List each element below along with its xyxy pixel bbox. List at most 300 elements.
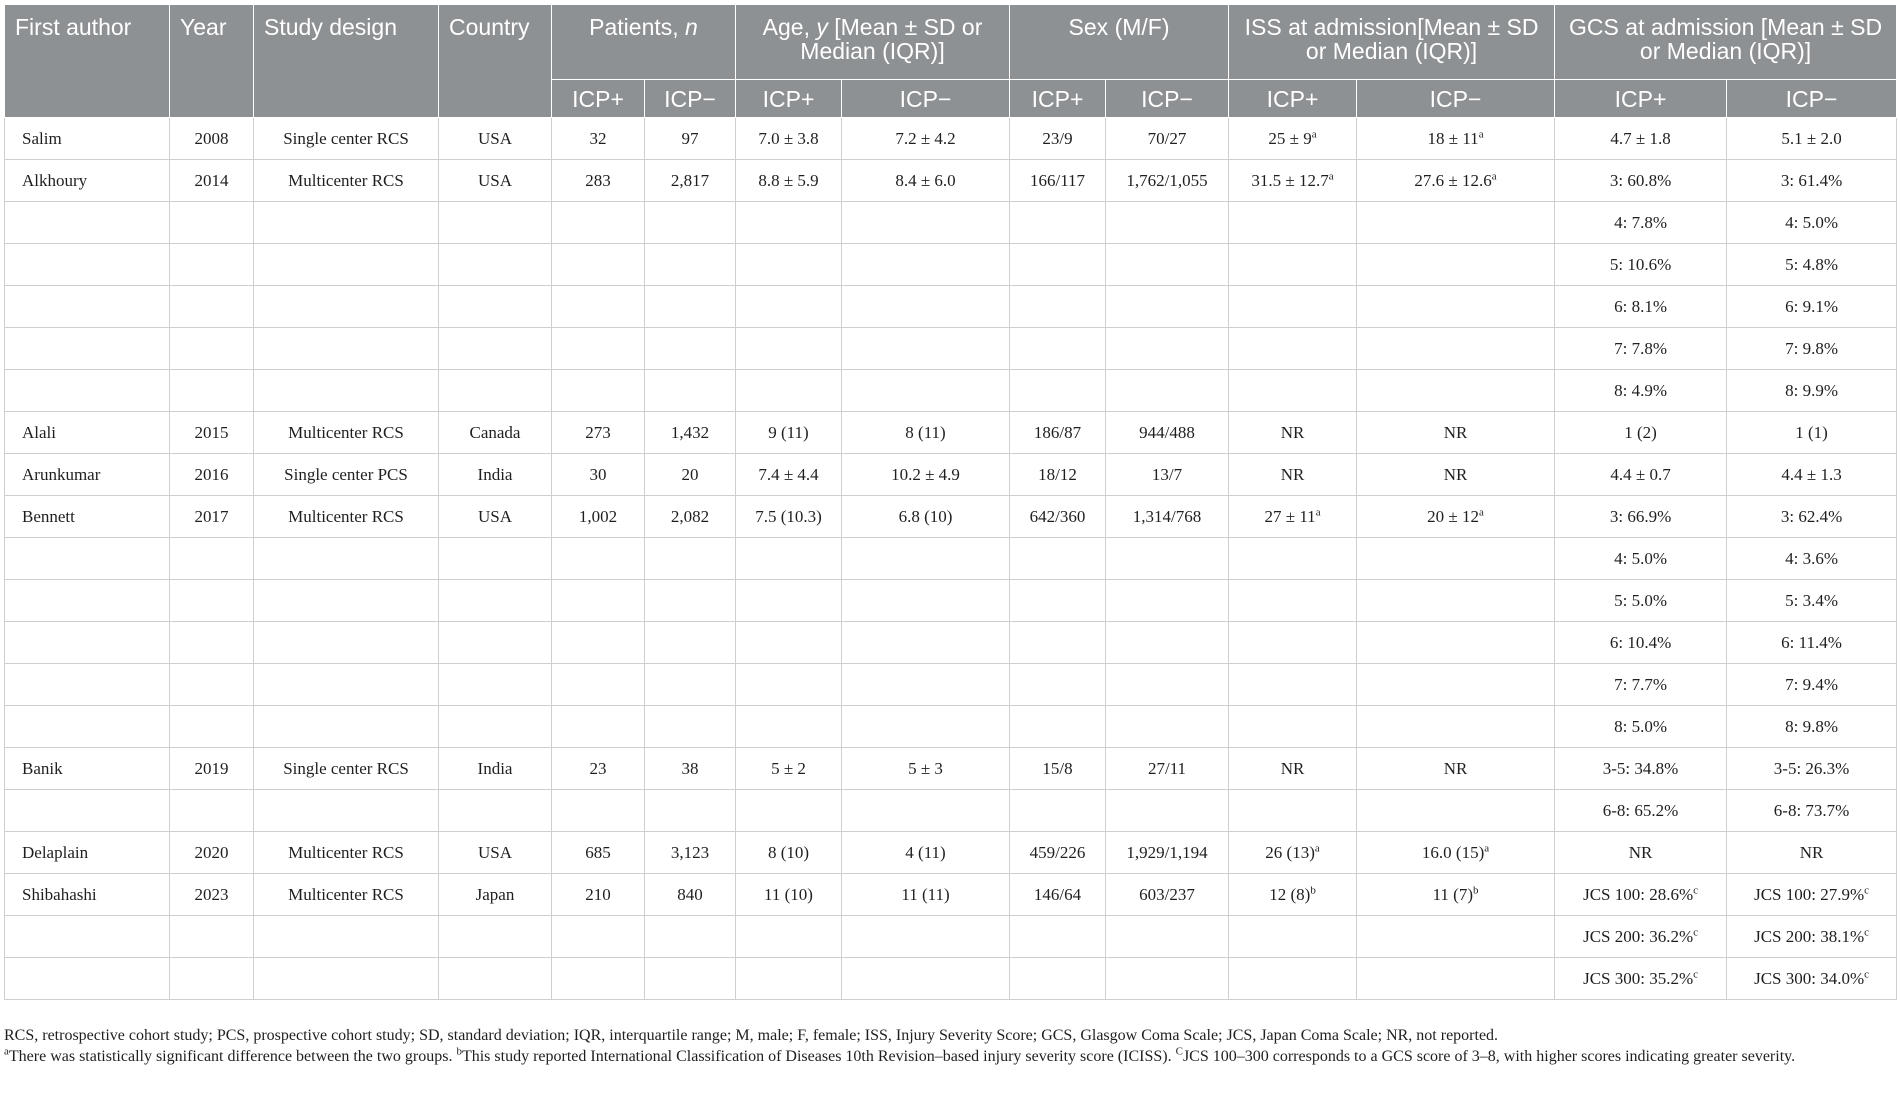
cell-iss-icp-neg-footnote-mark: a bbox=[1484, 841, 1490, 854]
cell-year bbox=[170, 412, 254, 454]
cell-age-icp-neg bbox=[842, 370, 1010, 412]
header-year: Year bbox=[170, 5, 254, 118]
cell-country bbox=[439, 118, 552, 160]
cell-iss-icp-neg bbox=[1357, 244, 1555, 286]
cell-author-value: Salim bbox=[22, 128, 62, 148]
cell-gcs-icp-neg-value: 6: 9.1% bbox=[1785, 296, 1838, 316]
cell-author bbox=[5, 748, 170, 790]
footnote-a-mark: a bbox=[4, 1045, 9, 1058]
cell-patients-icp-pos-value: 1,002 bbox=[578, 506, 618, 526]
table-row bbox=[5, 454, 1897, 496]
cell-age-icp-neg-value: 5 ± 3 bbox=[908, 758, 943, 778]
cell-year-value: 2017 bbox=[194, 506, 229, 526]
cell-patients-icp-neg bbox=[645, 370, 736, 412]
cell-country bbox=[439, 790, 552, 832]
cell-iss-icp-neg-footnote-mark: b bbox=[1473, 883, 1479, 896]
cell-patients-icp-neg-value: 38 bbox=[681, 758, 699, 778]
cell-patients-icp-pos bbox=[552, 622, 645, 664]
cell-country bbox=[439, 328, 552, 370]
cell-patients-icp-pos-value: 283 bbox=[585, 170, 611, 190]
cell-country-value: Canada bbox=[469, 422, 521, 442]
cell-gcs-icp-neg-footnote-mark: c bbox=[1864, 883, 1870, 896]
cell-iss-icp-neg bbox=[1357, 202, 1555, 244]
cell-patients-icp-neg bbox=[645, 412, 736, 454]
header-age-stat: [Mean ± SD or Median (IQR)] bbox=[800, 14, 983, 64]
cell-patients-icp-pos bbox=[552, 370, 645, 412]
cell-year bbox=[170, 622, 254, 664]
cell-sex-icp-neg bbox=[1106, 916, 1229, 958]
cell-iss-icp-pos-value: NR bbox=[1280, 464, 1305, 484]
cell-sex-icp-pos bbox=[1010, 958, 1106, 1000]
cell-iss-icp-pos-footnote-mark: a bbox=[1315, 505, 1321, 518]
cell-gcs-icp-neg bbox=[1727, 328, 1897, 370]
cell-country-value: USA bbox=[477, 170, 512, 190]
cell-sex-icp-neg-value: 70/27 bbox=[1147, 128, 1187, 148]
cell-iss-icp-pos bbox=[1229, 286, 1357, 328]
table-row bbox=[5, 832, 1897, 874]
table-row bbox=[5, 580, 1897, 622]
cell-sex-icp-neg bbox=[1106, 454, 1229, 496]
cell-patients-icp-pos-value: 210 bbox=[585, 884, 611, 904]
cell-patients-icp-neg-value: 1,432 bbox=[670, 422, 710, 442]
cell-study-design bbox=[254, 244, 439, 286]
cell-gcs-icp-neg bbox=[1727, 454, 1897, 496]
cell-gcs-icp-pos bbox=[1555, 454, 1727, 496]
cell-iss-icp-neg-value: NR bbox=[1443, 422, 1468, 442]
cell-age-icp-pos bbox=[736, 874, 842, 916]
cell-author-value: Alali bbox=[22, 422, 56, 442]
cell-sex-icp-pos bbox=[1010, 790, 1106, 832]
cell-sex-icp-neg bbox=[1106, 160, 1229, 202]
cell-gcs-icp-pos bbox=[1555, 244, 1727, 286]
cell-gcs-icp-pos-footnote-mark: c bbox=[1693, 967, 1699, 980]
cell-age-icp-neg bbox=[842, 748, 1010, 790]
cell-year bbox=[170, 454, 254, 496]
cell-patients-icp-neg bbox=[645, 328, 736, 370]
cell-patients-icp-neg bbox=[645, 244, 736, 286]
cell-author-value: Arunkumar bbox=[22, 464, 101, 484]
cell-age-icp-neg bbox=[842, 202, 1010, 244]
cell-patients-icp-neg-value: 2,082 bbox=[670, 506, 710, 526]
cell-iss-icp-pos-value: 25 ± 9 bbox=[1268, 128, 1312, 148]
cell-gcs-icp-pos bbox=[1555, 664, 1727, 706]
cell-gcs-icp-pos bbox=[1555, 202, 1727, 244]
cell-gcs-icp-pos bbox=[1555, 412, 1727, 454]
cell-study-design bbox=[254, 706, 439, 748]
cell-iss-icp-neg bbox=[1357, 790, 1555, 832]
cell-iss-icp-pos bbox=[1229, 496, 1357, 538]
cell-author-value: Bennett bbox=[22, 506, 75, 526]
cell-iss-icp-pos bbox=[1229, 370, 1357, 412]
cell-country bbox=[439, 874, 552, 916]
table-header bbox=[5, 5, 1897, 118]
cell-iss-icp-pos bbox=[1229, 664, 1357, 706]
cell-gcs-icp-neg bbox=[1727, 286, 1897, 328]
cell-iss-icp-pos bbox=[1229, 328, 1357, 370]
cell-study-design bbox=[254, 370, 439, 412]
table-row bbox=[5, 328, 1897, 370]
cell-patients-icp-pos bbox=[552, 160, 645, 202]
table-container bbox=[4, 4, 1896, 1000]
cell-gcs-icp-neg bbox=[1727, 958, 1897, 1000]
cell-gcs-icp-neg-value: 5.1 ± 2.0 bbox=[1781, 128, 1842, 148]
cell-patients-icp-pos bbox=[552, 244, 645, 286]
cell-sex-icp-neg bbox=[1106, 748, 1229, 790]
cell-country bbox=[439, 664, 552, 706]
cell-gcs-icp-pos-value: 6: 10.4% bbox=[1609, 632, 1672, 652]
cell-sex-icp-pos bbox=[1010, 916, 1106, 958]
cell-iss-icp-neg bbox=[1357, 286, 1555, 328]
cell-year-value: 2015 bbox=[194, 422, 229, 442]
cell-gcs-icp-neg bbox=[1727, 370, 1897, 412]
cell-gcs-icp-neg bbox=[1727, 496, 1897, 538]
cell-patients-icp-pos bbox=[552, 706, 645, 748]
cell-study-design bbox=[254, 454, 439, 496]
cell-gcs-icp-neg-value: 6: 11.4% bbox=[1781, 632, 1842, 652]
cell-age-icp-neg bbox=[842, 244, 1010, 286]
cell-author bbox=[5, 286, 170, 328]
cell-author bbox=[5, 832, 170, 874]
cell-patients-icp-pos bbox=[552, 538, 645, 580]
cell-author bbox=[5, 412, 170, 454]
cell-iss-icp-pos bbox=[1229, 832, 1357, 874]
cell-sex-icp-pos-value: 146/64 bbox=[1033, 884, 1082, 904]
cell-gcs-icp-pos bbox=[1555, 874, 1727, 916]
cell-study-design-value: Single center RCS bbox=[283, 758, 409, 778]
table-row bbox=[5, 160, 1897, 202]
cell-gcs-icp-pos-value: NR bbox=[1628, 842, 1653, 862]
cell-country bbox=[439, 958, 552, 1000]
cell-sex-icp-neg-value: 603/237 bbox=[1139, 884, 1195, 904]
cell-gcs-icp-neg bbox=[1727, 832, 1897, 874]
cell-author bbox=[5, 118, 170, 160]
cell-iss-icp-pos bbox=[1229, 412, 1357, 454]
cell-country bbox=[439, 832, 552, 874]
cell-age-icp-neg bbox=[842, 622, 1010, 664]
cell-year-value: 2019 bbox=[194, 758, 229, 778]
cell-age-icp-neg bbox=[842, 664, 1010, 706]
cell-gcs-icp-neg-value: 6-8: 73.7% bbox=[1773, 800, 1850, 820]
cell-gcs-icp-pos-value: JCS 200: 36.2% bbox=[1583, 926, 1694, 946]
cell-country bbox=[439, 160, 552, 202]
cell-patients-icp-neg bbox=[645, 832, 736, 874]
footnote-abbreviations: RCS, retrospective cohort study; PCS, prospective cohort study; SD, standard deviation; IQR, interquartile range; M, male; F, female; ISS, Injury Severity Score; GCS, Glasgow Coma Scale; JCS, Japan Coma Scale; NR, not reported. bbox=[4, 1027, 1499, 1044]
cell-study-design-value: Multicenter RCS bbox=[288, 884, 404, 904]
cell-sex-icp-neg bbox=[1106, 538, 1229, 580]
cell-patients-icp-neg bbox=[645, 874, 736, 916]
cell-sex-icp-neg bbox=[1106, 370, 1229, 412]
header-first-author: First author bbox=[5, 5, 170, 118]
cell-study-design bbox=[254, 412, 439, 454]
cell-gcs-icp-pos-value: 6-8: 65.2% bbox=[1602, 800, 1679, 820]
cell-country bbox=[439, 538, 552, 580]
table-row bbox=[5, 496, 1897, 538]
cell-year-value: 2016 bbox=[194, 464, 229, 484]
cell-gcs-icp-pos-value: 7: 7.7% bbox=[1614, 674, 1667, 694]
cell-author bbox=[5, 328, 170, 370]
cell-study-design-value: Multicenter RCS bbox=[288, 842, 404, 862]
cell-age-icp-neg bbox=[842, 160, 1010, 202]
cell-sex-icp-pos bbox=[1010, 538, 1106, 580]
cell-sex-icp-pos bbox=[1010, 412, 1106, 454]
table-footnotes bbox=[4, 1025, 1896, 1067]
cell-age-icp-neg bbox=[842, 496, 1010, 538]
cell-country bbox=[439, 412, 552, 454]
cell-author bbox=[5, 958, 170, 1000]
cell-patients-icp-pos bbox=[552, 790, 645, 832]
cell-sex-icp-pos bbox=[1010, 370, 1106, 412]
table-body bbox=[5, 118, 1897, 1000]
cell-age-icp-pos bbox=[736, 706, 842, 748]
cell-age-icp-pos bbox=[736, 370, 842, 412]
cell-iss-icp-pos bbox=[1229, 622, 1357, 664]
cell-sex-icp-pos bbox=[1010, 118, 1106, 160]
cell-iss-icp-neg bbox=[1357, 118, 1555, 160]
cell-patients-icp-pos bbox=[552, 748, 645, 790]
cell-sex-icp-neg bbox=[1106, 286, 1229, 328]
cell-age-icp-pos bbox=[736, 664, 842, 706]
cell-sex-icp-neg bbox=[1106, 412, 1229, 454]
cell-year-value: 2014 bbox=[194, 170, 229, 190]
cell-gcs-icp-neg-value: 7: 9.8% bbox=[1785, 338, 1838, 358]
cell-gcs-icp-pos bbox=[1555, 832, 1727, 874]
cell-iss-icp-neg bbox=[1357, 412, 1555, 454]
cell-country bbox=[439, 580, 552, 622]
footnote-a-text: There was statistically significant difference between the two groups. bbox=[8, 1048, 457, 1065]
cell-author bbox=[5, 244, 170, 286]
cell-study-design bbox=[254, 580, 439, 622]
cell-patients-icp-pos bbox=[552, 412, 645, 454]
cell-study-design-value: Multicenter RCS bbox=[288, 170, 404, 190]
cell-sex-icp-pos bbox=[1010, 496, 1106, 538]
cell-gcs-icp-neg bbox=[1727, 538, 1897, 580]
cell-sex-icp-neg bbox=[1106, 118, 1229, 160]
cell-study-design bbox=[254, 958, 439, 1000]
cell-age-icp-pos bbox=[736, 286, 842, 328]
subheader-iss-icp-pos: ICP+ bbox=[1229, 80, 1357, 118]
cell-gcs-icp-pos bbox=[1555, 118, 1727, 160]
subheader-sex-icp-pos: ICP+ bbox=[1010, 80, 1106, 118]
header-age-label: Age, bbox=[762, 14, 817, 40]
cell-year bbox=[170, 538, 254, 580]
cell-sex-icp-neg bbox=[1106, 496, 1229, 538]
cell-patients-icp-pos bbox=[552, 832, 645, 874]
cell-year bbox=[170, 748, 254, 790]
cell-patients-icp-neg bbox=[645, 538, 736, 580]
cell-sex-icp-neg bbox=[1106, 244, 1229, 286]
cell-year bbox=[170, 916, 254, 958]
cell-iss-icp-pos bbox=[1229, 580, 1357, 622]
cell-year bbox=[170, 706, 254, 748]
cell-patients-icp-neg-value: 97 bbox=[681, 128, 699, 148]
table-row bbox=[5, 538, 1897, 580]
cell-iss-icp-neg bbox=[1357, 622, 1555, 664]
cell-patients-icp-neg bbox=[645, 916, 736, 958]
cell-patients-icp-pos bbox=[552, 664, 645, 706]
cell-patients-icp-neg-value: 20 bbox=[681, 464, 699, 484]
cell-gcs-icp-neg bbox=[1727, 790, 1897, 832]
cell-age-icp-neg bbox=[842, 328, 1010, 370]
cell-iss-icp-pos-footnote-mark: b bbox=[1310, 883, 1316, 896]
header-patients-n: n bbox=[685, 14, 698, 40]
cell-iss-icp-pos bbox=[1229, 790, 1357, 832]
cell-iss-icp-pos-value: 26 (13) bbox=[1265, 842, 1315, 862]
cell-age-icp-pos bbox=[736, 412, 842, 454]
cell-iss-icp-pos bbox=[1229, 160, 1357, 202]
cell-age-icp-neg bbox=[842, 706, 1010, 748]
cell-sex-icp-neg bbox=[1106, 202, 1229, 244]
cell-gcs-icp-neg-value: 8: 9.9% bbox=[1785, 380, 1838, 400]
cell-gcs-icp-pos-value: 3: 66.9% bbox=[1609, 506, 1672, 526]
cell-gcs-icp-neg-value: 5: 3.4% bbox=[1785, 590, 1838, 610]
cell-age-icp-pos bbox=[736, 118, 842, 160]
cell-gcs-icp-neg bbox=[1727, 874, 1897, 916]
cell-sex-icp-pos bbox=[1010, 664, 1106, 706]
cell-sex-icp-neg-value: 13/7 bbox=[1151, 464, 1183, 484]
cell-patients-icp-neg bbox=[645, 160, 736, 202]
cell-year bbox=[170, 664, 254, 706]
table-row bbox=[5, 286, 1897, 328]
cell-sex-icp-pos-value: 166/117 bbox=[1029, 170, 1086, 190]
cell-year bbox=[170, 118, 254, 160]
cell-age-icp-neg bbox=[842, 580, 1010, 622]
cell-author bbox=[5, 454, 170, 496]
cell-iss-icp-neg-footnote-mark: a bbox=[1479, 505, 1484, 518]
cell-iss-icp-neg-value: 16.0 (15) bbox=[1421, 842, 1485, 862]
footnote-b-mark: b bbox=[456, 1045, 462, 1058]
cell-study-design bbox=[254, 790, 439, 832]
cell-patients-icp-pos-value: 30 bbox=[589, 464, 607, 484]
cell-author-value: Banik bbox=[22, 758, 63, 778]
cell-author bbox=[5, 202, 170, 244]
cell-gcs-icp-neg bbox=[1727, 118, 1897, 160]
cell-author bbox=[5, 580, 170, 622]
cell-iss-icp-neg-value: 18 ± 11 bbox=[1427, 128, 1479, 148]
cell-iss-icp-neg-value: 27.6 ± 12.6 bbox=[1414, 170, 1492, 190]
cell-gcs-icp-neg bbox=[1727, 244, 1897, 286]
cell-sex-icp-neg-value: 27/11 bbox=[1147, 758, 1187, 778]
cell-iss-icp-pos bbox=[1229, 244, 1357, 286]
footnote-significance bbox=[4, 1046, 1896, 1067]
cell-gcs-icp-pos-value: 7: 7.8% bbox=[1614, 338, 1667, 358]
table-row bbox=[5, 622, 1897, 664]
cell-patients-icp-pos bbox=[552, 118, 645, 160]
cell-age-icp-neg bbox=[842, 286, 1010, 328]
cell-author bbox=[5, 160, 170, 202]
cell-year bbox=[170, 286, 254, 328]
cell-iss-icp-pos-value: 31.5 ± 12.7 bbox=[1251, 170, 1329, 190]
cell-patients-icp-pos bbox=[552, 328, 645, 370]
cell-patients-icp-neg-value: 840 bbox=[677, 884, 703, 904]
cell-study-design bbox=[254, 202, 439, 244]
cell-iss-icp-pos-footnote-mark: a bbox=[1311, 127, 1317, 140]
cell-country bbox=[439, 370, 552, 412]
cell-age-icp-pos bbox=[736, 328, 842, 370]
cell-gcs-icp-neg-value: 8: 9.8% bbox=[1785, 716, 1838, 736]
cell-gcs-icp-pos bbox=[1555, 580, 1727, 622]
cell-gcs-icp-pos-footnote-mark: c bbox=[1693, 925, 1699, 938]
cell-study-design bbox=[254, 622, 439, 664]
cell-age-icp-neg bbox=[842, 454, 1010, 496]
cell-iss-icp-neg-footnote-mark: a bbox=[1491, 169, 1497, 182]
cell-year bbox=[170, 958, 254, 1000]
cell-patients-icp-pos-value: 273 bbox=[585, 422, 611, 442]
cell-country bbox=[439, 748, 552, 790]
table-row bbox=[5, 202, 1897, 244]
cell-gcs-icp-neg-value: 1 (1) bbox=[1795, 422, 1828, 442]
cell-study-design bbox=[254, 538, 439, 580]
subheader-patients-icp-neg: ICP− bbox=[645, 80, 736, 118]
cell-age-icp-pos bbox=[736, 244, 842, 286]
cell-gcs-icp-neg-value: 3: 62.4% bbox=[1780, 506, 1843, 526]
cell-year bbox=[170, 790, 254, 832]
header-sex: Sex (M/F) bbox=[1010, 5, 1229, 80]
cell-gcs-icp-pos bbox=[1555, 958, 1727, 1000]
cell-patients-icp-pos bbox=[552, 454, 645, 496]
cell-age-icp-pos bbox=[736, 748, 842, 790]
cell-gcs-icp-neg-value: 7: 9.4% bbox=[1785, 674, 1838, 694]
cell-author-value: Delaplain bbox=[22, 842, 89, 862]
cell-study-design bbox=[254, 832, 439, 874]
cell-year bbox=[170, 496, 254, 538]
cell-iss-icp-pos bbox=[1229, 118, 1357, 160]
cell-age-icp-pos bbox=[736, 790, 842, 832]
cell-iss-icp-pos-footnote-mark: a bbox=[1328, 169, 1334, 182]
cell-age-icp-pos-value: 7.0 ± 3.8 bbox=[758, 128, 819, 148]
cell-gcs-icp-neg bbox=[1727, 916, 1897, 958]
cell-sex-icp-neg bbox=[1106, 580, 1229, 622]
table-row bbox=[5, 706, 1897, 748]
cell-age-icp-pos bbox=[736, 580, 842, 622]
cell-gcs-icp-pos-value: 3-5: 34.8% bbox=[1602, 758, 1679, 778]
cell-iss-icp-pos bbox=[1229, 706, 1357, 748]
subheader-patients-icp-pos: ICP+ bbox=[552, 80, 645, 118]
cell-sex-icp-neg bbox=[1106, 664, 1229, 706]
cell-iss-icp-neg bbox=[1357, 664, 1555, 706]
cell-gcs-icp-pos-value: 6: 8.1% bbox=[1614, 296, 1667, 316]
cell-gcs-icp-pos bbox=[1555, 328, 1727, 370]
header-gcs: GCS at admission [Mean ± SD or Median (IQR)] bbox=[1555, 5, 1897, 80]
cell-country bbox=[439, 202, 552, 244]
cell-country bbox=[439, 916, 552, 958]
cell-age-icp-neg bbox=[842, 412, 1010, 454]
cell-gcs-icp-neg bbox=[1727, 622, 1897, 664]
cell-gcs-icp-pos-footnote-mark: c bbox=[1693, 883, 1699, 896]
cell-iss-icp-neg bbox=[1357, 874, 1555, 916]
subheader-age-icp-pos: ICP+ bbox=[736, 80, 842, 118]
cell-age-icp-pos bbox=[736, 832, 842, 874]
cell-age-icp-pos bbox=[736, 202, 842, 244]
cell-patients-icp-neg bbox=[645, 454, 736, 496]
cell-iss-icp-neg bbox=[1357, 328, 1555, 370]
cell-sex-icp-pos bbox=[1010, 832, 1106, 874]
cell-year bbox=[170, 328, 254, 370]
cell-sex-icp-pos-value: 18/12 bbox=[1038, 464, 1077, 484]
cell-author bbox=[5, 916, 170, 958]
cell-age-icp-pos-value: 9 (11) bbox=[768, 422, 809, 442]
cell-age-icp-pos-value: 11 (10) bbox=[764, 884, 813, 904]
cell-gcs-icp-pos bbox=[1555, 496, 1727, 538]
cell-iss-icp-neg bbox=[1357, 496, 1555, 538]
cell-sex-icp-pos-value: 23/9 bbox=[1042, 128, 1073, 148]
cell-age-icp-neg-value: 10.2 ± 4.9 bbox=[891, 464, 960, 484]
cell-country bbox=[439, 706, 552, 748]
cell-sex-icp-pos bbox=[1010, 580, 1106, 622]
cell-sex-icp-pos-value: 186/87 bbox=[1033, 422, 1082, 442]
cell-age-icp-neg bbox=[842, 118, 1010, 160]
cell-patients-icp-pos-value: 23 bbox=[589, 758, 607, 778]
cell-gcs-icp-neg-value: JCS 200: 38.1% bbox=[1754, 926, 1865, 946]
